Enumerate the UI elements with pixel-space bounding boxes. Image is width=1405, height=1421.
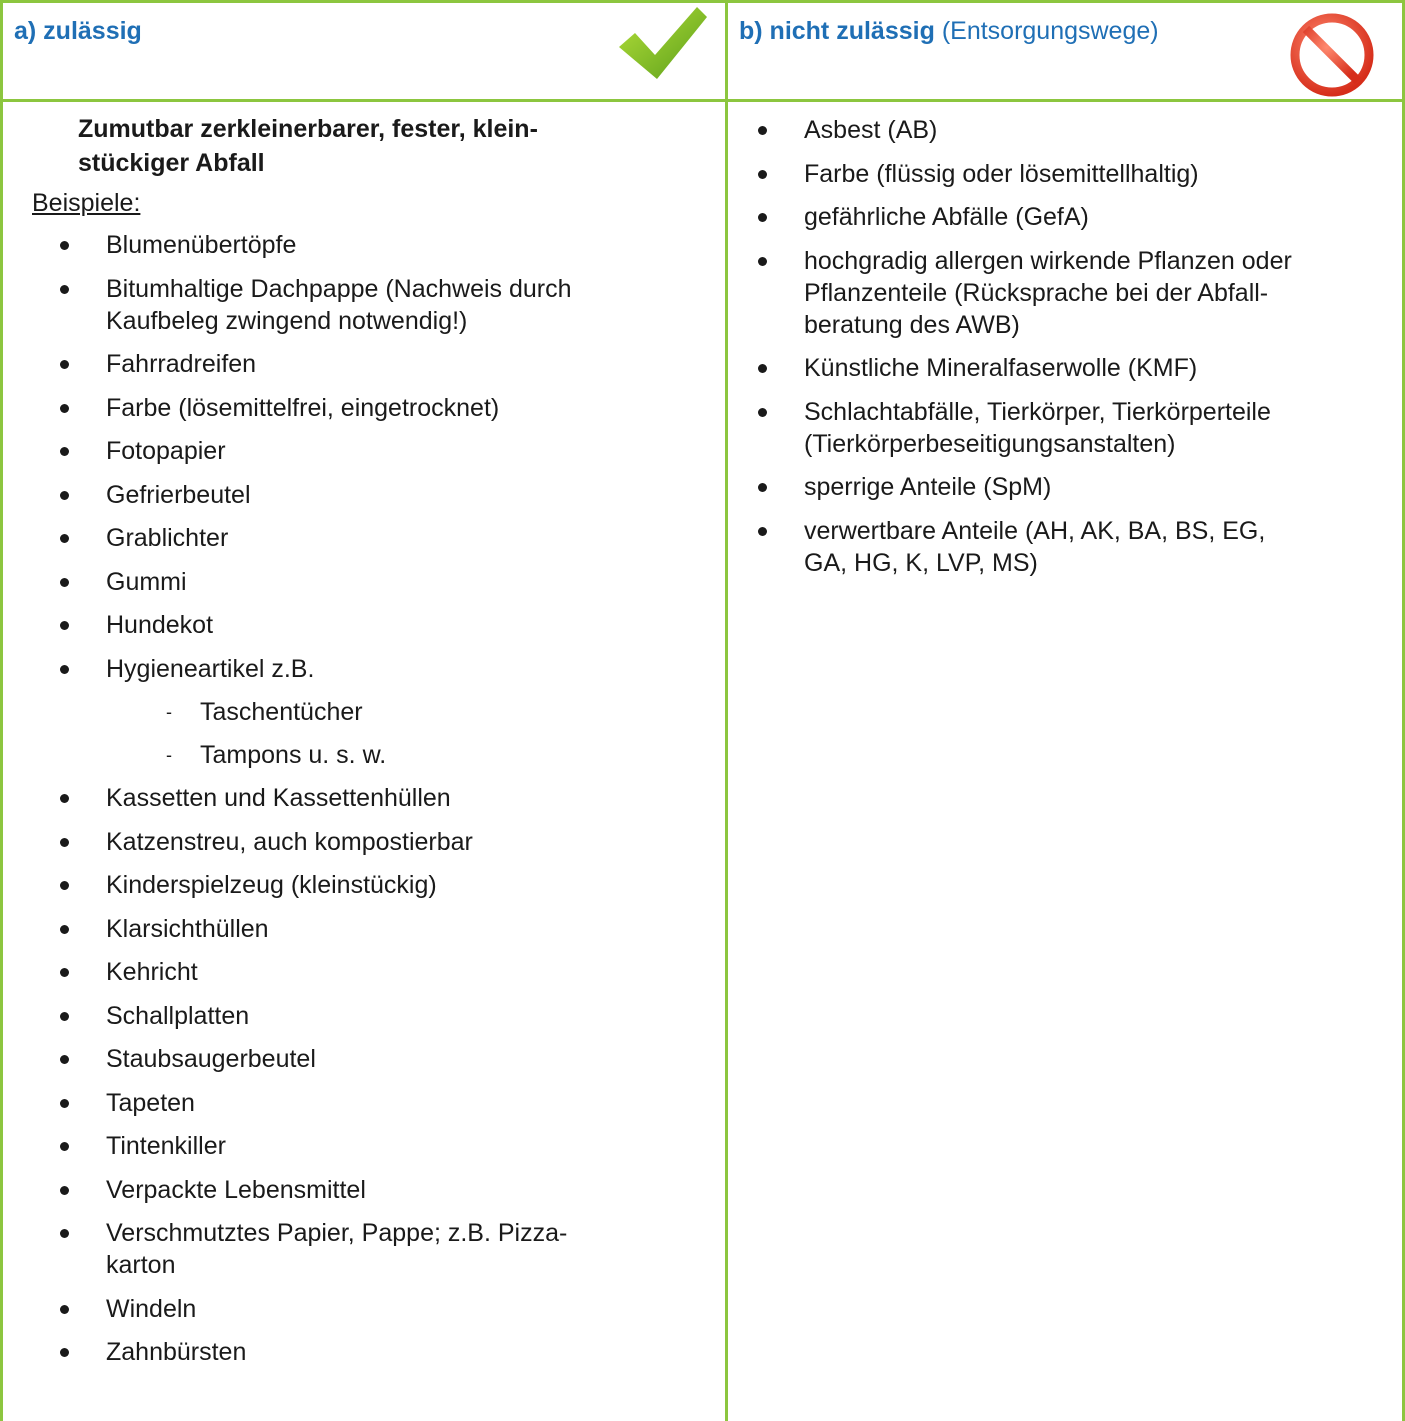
bullet-icon xyxy=(60,1099,69,1108)
not-allowed-list xyxy=(730,114,1390,590)
allowed-list-item xyxy=(32,913,682,945)
allowed-item-text: Tapeten xyxy=(106,1088,195,1117)
allowed-list-item xyxy=(32,1293,682,1325)
checkmark-icon xyxy=(617,3,709,83)
allowed-item-text: Farbe (lösemittelfrei, eingetrocknet) xyxy=(106,393,500,422)
allowed-list-item xyxy=(32,1130,682,1162)
bullet-icon xyxy=(60,404,69,413)
allowed-item-text: Kinderspielzeug (kleinstückig) xyxy=(106,871,437,899)
not-allowed-list-item xyxy=(730,158,1390,190)
allowed-intro: Zumutbar zerkleinerbarer, fester, klein- stückiger Abfall xyxy=(78,115,538,177)
not-allowed-item-text: gefährliche Abfälle (GefA) xyxy=(804,203,1089,231)
allowed-list-item xyxy=(32,566,682,598)
not-allowed-item-text: Asbest (AB) xyxy=(804,116,938,144)
allowed-item-text: Zahnbürsten xyxy=(106,1338,247,1366)
bullet-icon xyxy=(758,213,767,222)
allowed-list-item xyxy=(32,609,682,641)
bullet-icon xyxy=(60,1055,69,1064)
allowed-sub-item-text: Taschentücher xyxy=(200,697,363,726)
allowed-item-text: Gummi xyxy=(106,567,187,596)
bullet-icon xyxy=(60,241,69,250)
dash-icon: - xyxy=(166,701,172,722)
allowed-list-item xyxy=(32,869,682,901)
allowed-list-item xyxy=(32,653,682,771)
allowed-list-item xyxy=(32,826,682,858)
bullet-icon xyxy=(758,364,767,373)
bullet-icon xyxy=(60,925,69,934)
allowed-item-text: Gefrierbeutel xyxy=(106,480,251,509)
allowed-list-item xyxy=(32,1043,682,1075)
allowed-list-item xyxy=(32,956,682,988)
bullet-icon xyxy=(60,534,69,543)
allowed-list-item xyxy=(32,782,682,814)
allowed-list xyxy=(32,229,682,1380)
allowed-list-item xyxy=(32,229,682,261)
not-allowed-item-text: verwertbare Anteile (AH, AK, BA, BS, EG, GA, HG, K, LVP, MS) xyxy=(804,516,1266,577)
bullet-icon xyxy=(60,621,69,630)
not-allowed-list-item xyxy=(730,201,1390,233)
allowed-sub-list xyxy=(106,696,682,771)
bullet-icon xyxy=(758,170,767,179)
bullet-icon xyxy=(60,1142,69,1151)
disposal-routes-note: (Entsorgungswege) xyxy=(941,17,1159,45)
not-allowed-item-text: sperrige Anteile (SpM) xyxy=(804,473,1052,501)
bullet-icon xyxy=(758,483,767,492)
bullet-icon xyxy=(758,408,767,417)
allowed-item-text: Windeln xyxy=(106,1294,197,1323)
allowed-item-text: Fahrradreifen xyxy=(106,350,257,378)
not-allowed-list-item xyxy=(730,352,1390,384)
allowed-list-item xyxy=(32,1174,682,1206)
allowed-list-item xyxy=(32,435,682,467)
allowed-list-item xyxy=(32,479,682,511)
not-allowed-list-item xyxy=(730,245,1390,341)
allowed-item-text: Grablichter xyxy=(106,524,229,552)
bullet-icon xyxy=(60,881,69,890)
allowed-item-text: Blumenübertöpfe xyxy=(106,231,297,259)
allowed-list-item xyxy=(32,273,682,337)
examples-label: Beispiele: xyxy=(32,189,141,217)
bullet-icon xyxy=(60,1186,69,1195)
bullet-icon xyxy=(60,360,69,369)
bullet-icon xyxy=(60,578,69,587)
allowed-list-item xyxy=(32,522,682,554)
allowed-item-text: Schallplatten xyxy=(106,1001,250,1030)
not-allowed-list-item xyxy=(730,396,1390,460)
bullet-icon xyxy=(60,794,69,803)
bullet-icon xyxy=(60,447,69,456)
allowed-item-text: Hundekot xyxy=(106,611,214,639)
allowed-list-item xyxy=(32,1336,682,1368)
bullet-icon xyxy=(60,1229,69,1238)
bullet-icon xyxy=(60,1012,69,1021)
bullet-icon xyxy=(758,527,767,536)
bullet-icon xyxy=(60,285,69,294)
dash-icon: - xyxy=(166,744,172,765)
allowed-item-text: Verpackte Lebensmittel xyxy=(106,1175,366,1204)
prohibited-icon xyxy=(1290,13,1374,97)
bullet-icon xyxy=(60,968,69,977)
not-allowed-item-text: hochgradig allergen wirkende Pflanzen oder Pflanzenteile (Rücksprache bei der Abfall- beratung des AWB) xyxy=(804,246,1292,339)
allowed-item-text: Fotopapier xyxy=(106,437,226,465)
allowed-item-text: Bitumhaltige Dachpappe (Nachweis durch Kaufbeleg zwingend notwendig!) xyxy=(106,274,572,335)
bullet-icon xyxy=(60,838,69,847)
bullet-icon xyxy=(758,257,767,266)
bullet-icon xyxy=(60,665,69,674)
not-allowed-heading: b) nicht zulässig (Entsorgungswege) xyxy=(739,17,1159,45)
bullet-icon xyxy=(60,1305,69,1314)
allowed-list-item xyxy=(32,1087,682,1119)
not-allowed-item-text: Farbe (flüssig oder lösemittellhaltig) xyxy=(804,159,1199,188)
allowed-item-text: Verschmutztes Papier, Pappe; z.B. Pizza- karton xyxy=(106,1219,568,1279)
allowed-item-text: Kassetten und Kassettenhüllen xyxy=(106,784,451,812)
bullet-icon xyxy=(60,491,69,500)
allowed-item-text: Hygieneartikel z.B. xyxy=(106,654,315,683)
not-allowed-list-item xyxy=(730,114,1390,146)
header-allowed-cell xyxy=(0,0,728,102)
allowed-item-text: Kehricht xyxy=(106,958,198,986)
allowed-sub-item xyxy=(106,739,682,771)
allowed-item-text: Tintenkiller xyxy=(106,1132,226,1160)
allowed-list-item xyxy=(32,1000,682,1032)
allowed-list-item xyxy=(32,1217,682,1281)
allowed-heading: a) zulässig xyxy=(14,17,142,45)
allowed-list-item xyxy=(32,392,682,424)
not-allowed-list-item xyxy=(730,515,1390,579)
bullet-icon xyxy=(60,1348,69,1357)
allowed-list-item xyxy=(32,348,682,380)
allowed-item-text: Klarsichthüllen xyxy=(106,914,269,943)
bullet-icon xyxy=(758,126,767,135)
allowed-item-text: Staubsaugerbeutel xyxy=(106,1045,316,1073)
not-allowed-list-item xyxy=(730,471,1390,503)
allowed-sub-item xyxy=(106,696,682,728)
allowed-item-text: Katzenstreu, auch kompostierbar xyxy=(106,827,473,856)
not-allowed-item-text: Schlachtabfälle, Tierkörper, Tierkörperteile (Tierkörperbeseitigungsanstalten) xyxy=(804,397,1271,458)
allowed-sub-item-text: Tampons u. s. w. xyxy=(200,740,387,769)
not-allowed-item-text: Künstliche Mineralfaserwolle (KMF) xyxy=(804,354,1198,382)
